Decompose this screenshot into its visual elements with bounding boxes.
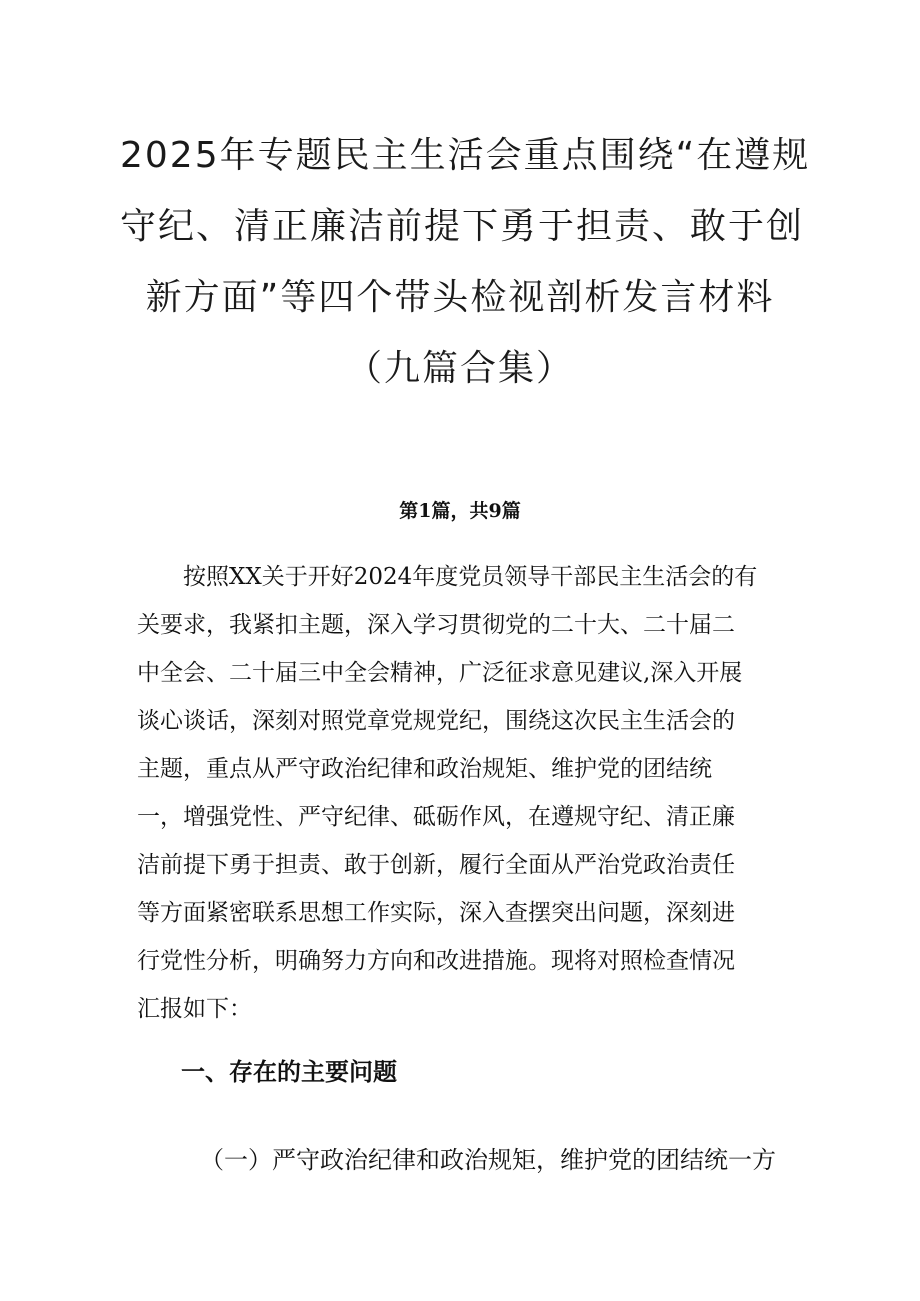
paragraph-line: 主题，重点从严守政治纪律和政治规矩、维护党的团结统 [137, 756, 712, 782]
paragraph-line: 按照XX关于开好2024年度党员领导干部民主生活会的有 [137, 564, 758, 590]
paragraph-line: 等方面紧密联系思想工作实际，深入查摆突出问题，深刻进 [137, 900, 735, 926]
title-line: （九篇合集） [345, 348, 574, 389]
paragraph-line: 关要求，我紧扣主题，深入学习贯彻党的二十大、二十届二 [137, 612, 735, 638]
part-indicator: 第1篇，共9篇 [399, 500, 521, 522]
paragraph-line: 行党性分析，明确努力方向和改进措施。现将对照检查情况 [137, 948, 735, 974]
title-line: 守纪、清正廉洁前提下勇于担责、敢于创 [120, 206, 805, 247]
subsection-heading: （一）严守政治纪律和政治规矩，维护党的团结统一方 [200, 1146, 776, 1174]
paragraph-line: 汇报如下： [137, 996, 252, 1022]
paragraph-line: 谈心谈话，深刻对照党章党规党纪，围绕这次民主生活会的 [137, 708, 735, 734]
paragraph-line: 洁前提下勇于担责、敢于创新，履行全面从严治党政治责任 [137, 852, 735, 878]
paragraph-line: 中全会、二十届三中全会精神，广泛征求意见建议,深入开展 [137, 660, 743, 686]
section-heading: 一、存在的主要问题 [181, 1057, 397, 1086]
intro-paragraph [137, 553, 797, 1033]
title-line: 新方面”等四个带头检视剖析发言材料 [145, 277, 775, 318]
title-line: 2025年专题民主生活会重点围绕“在遵规 [120, 135, 811, 176]
document-title [120, 120, 811, 404]
paragraph-line: 一，增强党性、严守纪律、砥砺作风，在遵规守纪、清正廉 [137, 804, 735, 830]
